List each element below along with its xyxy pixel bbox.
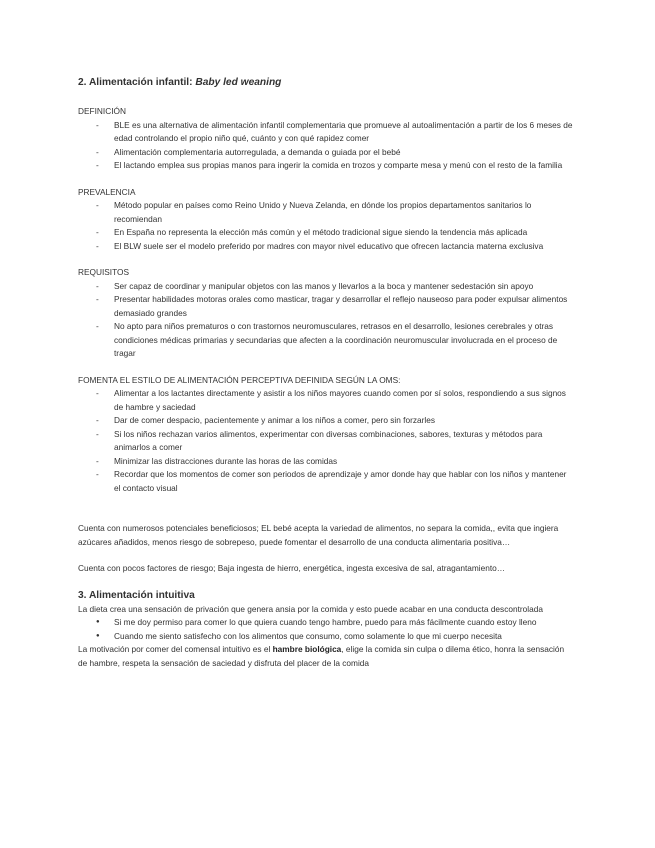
list-item: ● Si me doy permiso para comer lo que quiera cuando tengo hambre, puedo para más fácilmente cuando estoy lleno <box>114 616 575 630</box>
closing-text-bold: hambre biológica <box>272 644 342 654</box>
list-item: - Alimentar a los lactantes directamente y asistir a los niños mayores cuando comen por sí solos, respondiendo a sus signos de hambre y saciedad <box>114 387 575 414</box>
list-item: - BLE es una alternativa de alimentación infantil complementaria que promueve al autoalimentación a partir de los 6 meses de edad controlando el propio niño qué, cuánto y con qué rapidez comer <box>114 119 575 146</box>
list-item: - El lactando emplea sus propias manos para ingerir la comida en trozos y comparte mesa y menú con el resto de la familia <box>114 159 575 173</box>
section-2-heading-italic: Baby led weaning <box>195 77 282 88</box>
list-item: - Método popular en países como Reino Unido y Nueva Zelanda, en dónde los propios departamentos sanitarios lo recomiendan <box>114 199 575 226</box>
fomenta-title: FOMENTA EL ESTILO DE ALIMENTACIÓN PERCEPTIVA DEFINIDA SEGÚN LA OMS: <box>78 374 401 385</box>
list-item: - Dar de comer despacio, pacientemente y animar a los niños a comer, pero sin forzarles <box>114 414 575 428</box>
section-3-list <box>78 616 575 643</box>
section-2-heading-prefix: 2. Alimentación infantil: <box>78 77 196 88</box>
list-item: - No apto para niños prematuros o con trastornos neuromusculares, retrasos en el desarrollo, lesiones cerebrales y otras condiciones médicas primarias y secundarias que afecten a la coordinación neuromuscular involucrada en el proceso de tragar <box>114 320 575 361</box>
list-item: - Minimizar las distracciones durante las horas de las comidas <box>114 455 575 469</box>
closing-text-start: La motivación por comer del comensal intuitivo es el <box>78 644 273 654</box>
prevalencia-title: PREVALENCIA <box>78 186 136 197</box>
prevalencia-list <box>78 199 575 253</box>
list-item: - Alimentación complementaria autorregulada, a demanda o guiada por el bebé <box>114 146 575 160</box>
section-3-intro: La dieta crea una sensación de privación que genera ansia por la comida y esto puede acabar en una conducta descontrolada <box>78 603 543 614</box>
list-item: - Ser capaz de coordinar y manipular objetos con las manos y llevarlos a la boca y mantener sedestación sin apoyo <box>114 280 575 294</box>
riesgos-paragraph: Cuenta con pocos factores de riesgo; Baja ingesta de hierro, energética, ingesta excesiva de sal, atragantamiento… <box>78 563 506 573</box>
list-item: - El BLW suele ser el modelo preferido por madres con mayor nivel educativo que ofrecen lactancia materna exclusiva <box>114 240 575 254</box>
section-3-closing <box>78 643 575 670</box>
fomenta-list <box>78 387 575 495</box>
definicion-title: DEFINICIÓN <box>78 106 126 116</box>
section-2-heading <box>78 76 575 90</box>
requisitos-list <box>78 280 575 361</box>
beneficios-paragraph: Cuenta con numerosos potenciales beneficiosos; EL bebé acepta la variedad de alimentos, no separa la comida,, evita que ingiera azúcares añadidos, menos riesgo de sobrepeso, puede fomentar el desarrollo de una conducta alimentaria positiva… <box>78 523 559 547</box>
list-item: - Presentar habilidades motoras orales como masticar, tragar y desarrollar el reflejo nauseoso para poder expulsar alimentos demasiado grandes <box>114 293 575 320</box>
list-item: ● Cuando me siento satisfecho con los alimentos que consumo, como solamente lo que mi cuerpo necesita <box>114 630 575 644</box>
list-item: - Recordar que los momentos de comer son periodos de aprendizaje y amor donde hay que hablar con los niños y mantener el contacto visual <box>114 468 575 495</box>
section-3-heading: 3. Alimentación intuitiva <box>78 589 195 601</box>
definicion-list <box>78 119 575 173</box>
list-item: - En España no representa la elección más común y el método tradicional sigue siendo la tendencia más aplicada <box>114 226 575 240</box>
requisitos-title: REQUISITOS <box>78 267 130 277</box>
list-item: - Si los niños rechazan varios alimentos, experimentar con diversas combinaciones, sabores, texturas y métodos para animarlos a comer <box>114 428 575 455</box>
closing-text-end: , elige la comida sin culpa o dilema ético, honra la sensación de hambre, respeta la sensación de saciedad y disfruta del placer de la comida <box>78 644 565 668</box>
